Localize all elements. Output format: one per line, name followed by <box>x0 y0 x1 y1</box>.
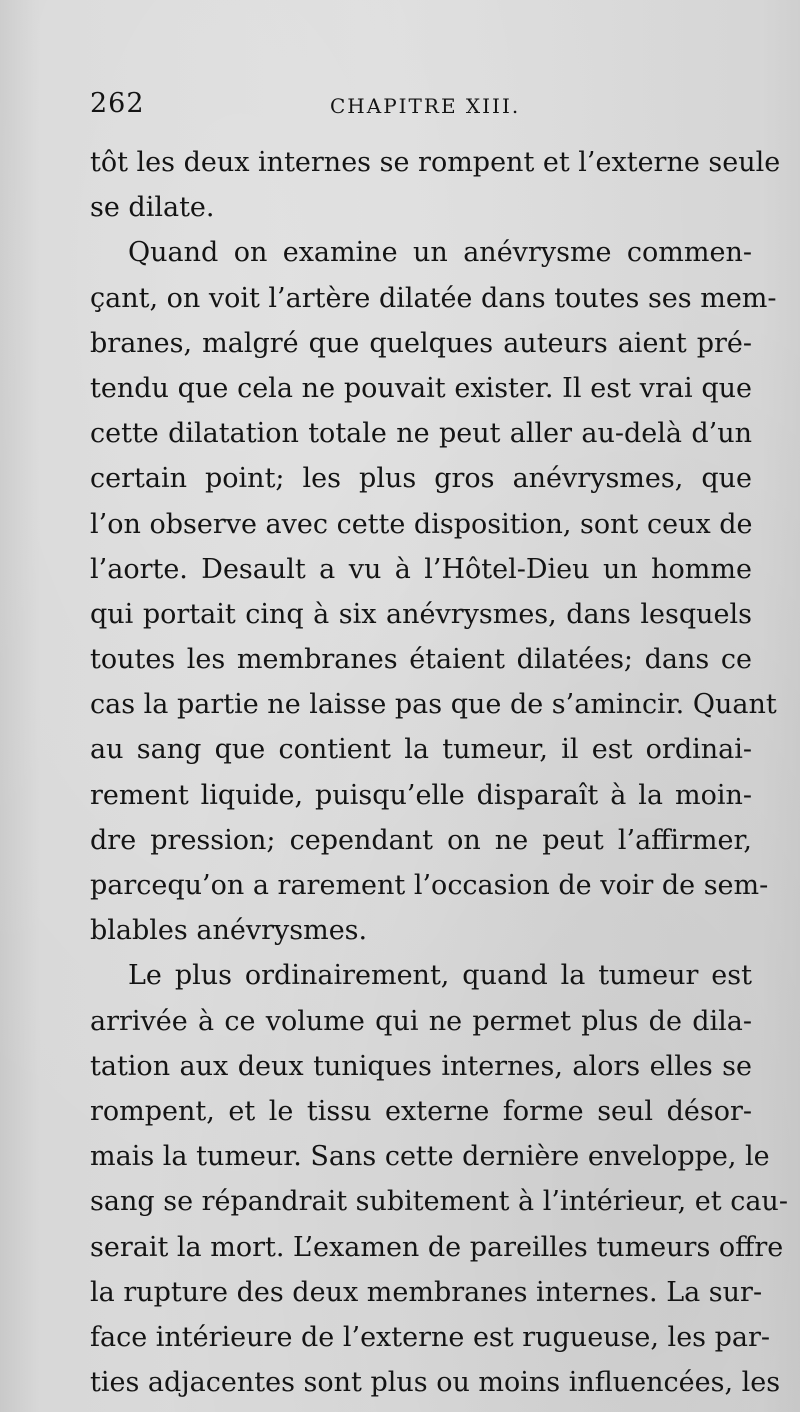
text-line: çant, on voit l’artère dilatée dans toutes ses mem- <box>90 282 777 314</box>
text-line: se dilate. <box>90 192 215 224</box>
text-line: Quand on examine un anévrysme commen- <box>128 237 752 269</box>
text-line: rompent, et le tissu externe forme seul désor- <box>90 1095 752 1127</box>
body-text <box>90 140 788 1405</box>
text-line: dre pression; cependant on ne peut l’affirmer, <box>90 824 752 856</box>
chapter-title: CHAPITRE XIII. <box>330 94 521 118</box>
text-line: tendu que cela ne pouvait exister. Il est vrai que <box>90 372 752 404</box>
text-line: tation aux deux tuniques internes, alors elles se <box>90 1050 752 1082</box>
text-line: serait la mort. L’examen de pareilles tumeurs offre <box>90 1231 784 1263</box>
text-line: arrivée à ce volume qui ne permet plus de dila- <box>90 1005 752 1037</box>
text-line: toutes les membranes étaient dilatées; dans ce <box>90 644 752 676</box>
text-line: tôt les deux internes se rompent et l’externe seule <box>90 147 781 178</box>
text-line: cas la partie ne laisse pas que de s’amincir. Quant <box>90 689 777 721</box>
text-line: blables anévrysmes. <box>90 915 368 947</box>
text-line: qui portait cinq à six anévrysmes, dans lesquels <box>90 598 752 630</box>
text-line: l’on observe avec cette disposition, sont ceux de <box>90 508 753 540</box>
text-line: cette dilatation totale ne peut aller au-delà d’un <box>90 418 752 450</box>
text-line: parcequ’on a rarement l’occasion de voir de sem- <box>90 870 769 901</box>
text-line: mais la tumeur. Sans cette dernière enveloppe, le <box>90 1141 770 1173</box>
text-line: Le plus ordinairement, quand la tumeur est <box>128 960 752 992</box>
text-line: face intérieure de l’externe est rugueuse, les par- <box>90 1321 771 1353</box>
page-number: 262 <box>90 88 145 119</box>
text-line: au sang que contient la tumeur, il est ordinai- <box>90 734 752 766</box>
text-line: l’aorte. Desault a vu à l’Hôtel-Dieu un homme <box>90 553 752 585</box>
text-line: sang se répandrait subitement à l’intérieur, et cau- <box>90 1186 788 1218</box>
text-line: rement liquide, puisqu’elle disparaît à la moin- <box>90 779 752 811</box>
text-line: branes, malgré que quelques auteurs aient pré- <box>90 327 752 359</box>
running-head <box>90 88 750 128</box>
text-line: ties adjacentes sont plus ou moins influencées, les <box>90 1367 781 1399</box>
text-line: la rupture des deux membranes internes. La sur- <box>90 1276 763 1308</box>
text-line: certain point; les plus gros anévrysmes, que <box>90 463 752 495</box>
